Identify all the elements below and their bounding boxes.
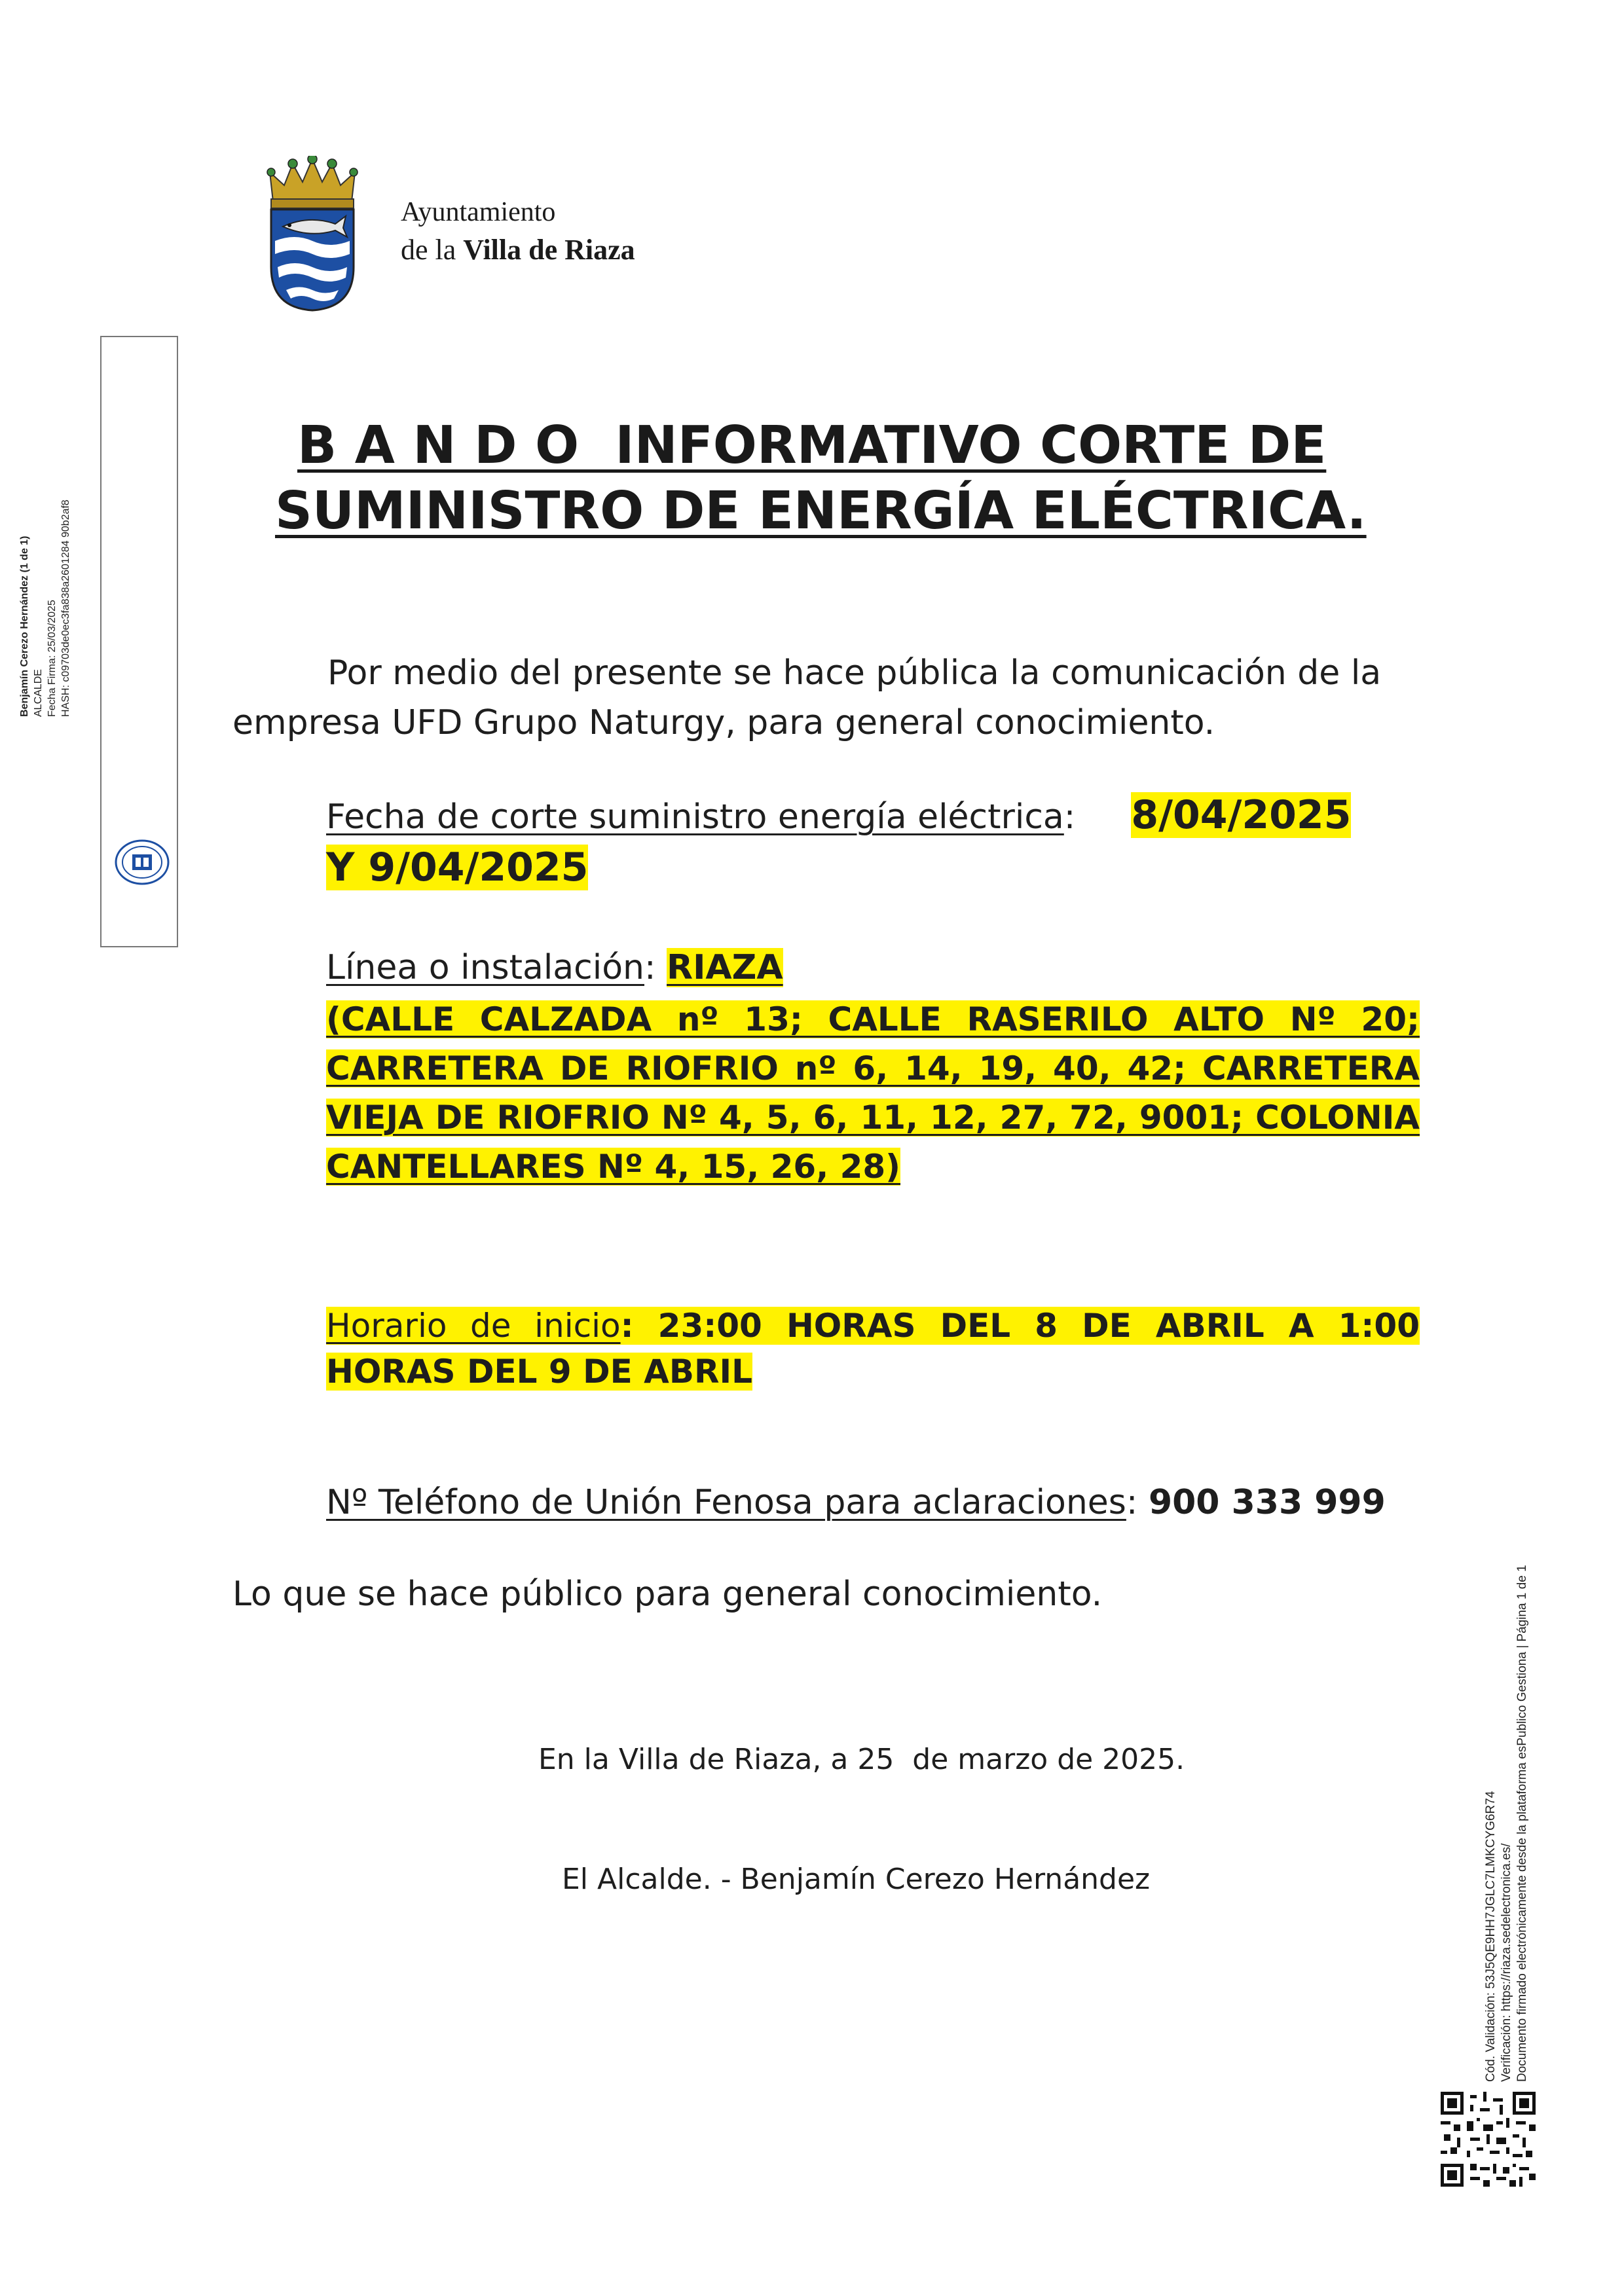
page-title xyxy=(275,412,1388,543)
fecha-sep: : xyxy=(1063,797,1076,837)
telefono-label: Nº Teléfono de Unión Fenosa para aclaraciones xyxy=(326,1483,1126,1522)
closing-paragraph: Lo que se hace público para general conocimiento. xyxy=(232,1575,1103,1614)
validation-code: Cód. Validación: 53J5QE9HH7JGLC7LMKCYG6R74 xyxy=(1484,1791,1498,2082)
qr-code-icon[interactable] xyxy=(1441,2092,1536,2187)
fecha-row xyxy=(326,792,1351,838)
coat-of-arms-icon xyxy=(263,156,361,313)
platform-text: Documento firmado electrónicamente desde la plataforma esPublico Gestiona | Página 1 de 1 xyxy=(1515,1565,1529,2082)
verification-text xyxy=(1483,1565,1530,2082)
signature-date: Fecha Firma: 25/03/2025 xyxy=(46,600,58,717)
org-villa: Villa de Riaza xyxy=(463,234,635,266)
title-line2: SUMINISTRO DE ENERGÍA ELÉCTRICA. xyxy=(275,481,1367,541)
signature-text xyxy=(18,500,73,717)
linea-label: Línea o instalación xyxy=(326,948,644,987)
linea-sep: : xyxy=(644,948,667,987)
telefono-value: 900 333 999 xyxy=(1148,1483,1386,1522)
org-prefix: de la xyxy=(401,234,464,266)
place-date: En la Villa de Riaza, a 25 de marzo de 2025. xyxy=(538,1743,1185,1776)
telefono-row xyxy=(326,1483,1386,1522)
streets-text: (CALLE CALZADA nº 13; CALLE RASERILO ALTO Nº 20; CARRETERA DE RIOFRIO nº 6, 14, 19, 40, 42; CARRETERA VIEJA DE RIOFRIO Nº 4, 5, 6, 11, 12, 27, 72, 9001; COLONIA CANTELLARES Nº 4, 15, 26, 28) xyxy=(326,1000,1420,1186)
fecha-label: Fecha de corte suministro energía eléctrica xyxy=(326,797,1064,837)
seal-icon xyxy=(113,838,172,887)
fecha-date-2: Y 9/04/2025 xyxy=(326,845,589,890)
telefono-sep: : xyxy=(1126,1483,1149,1522)
streets-list xyxy=(326,995,1420,1192)
fecha-row-2 xyxy=(326,845,588,890)
org-name-line2 xyxy=(401,233,635,266)
signer-role: ALCALDE xyxy=(33,669,44,717)
intro-paragraph: Por medio del presente se hace pública la comunicación de la empresa UFD Grupo Naturgy, para general conocimiento. xyxy=(232,653,1382,742)
crown-icon xyxy=(267,156,358,208)
linea-value: RIAZA xyxy=(667,948,783,987)
horario-row xyxy=(326,1303,1420,1394)
horario-value: : 23:00 HORAS DEL 8 DE ABRIL A 1:00 HORAS DEL 9 DE ABRIL xyxy=(326,1307,1420,1391)
signer-name: Benjamín Cerezo Hernández (1 de 1) xyxy=(19,536,30,717)
signed-by: El Alcalde. - Benjamín Cerezo Hernández xyxy=(562,1863,1151,1896)
signature-hash: HASH: c09703de0ec3fa838a2601284 90b2af8 xyxy=(60,500,71,717)
org-name-line1: Ayuntamiento xyxy=(401,197,556,227)
title-line1: B A N D O INFORMATIVO CORTE DE xyxy=(297,415,1327,475)
horario-label: Horario de inicio xyxy=(326,1307,621,1345)
linea-row xyxy=(326,948,783,987)
verification-url: Verificación: https://riaza.sedelectronica.es/ xyxy=(1500,1843,1513,2082)
fecha-date-1: 8/04/2025 xyxy=(1131,792,1352,838)
